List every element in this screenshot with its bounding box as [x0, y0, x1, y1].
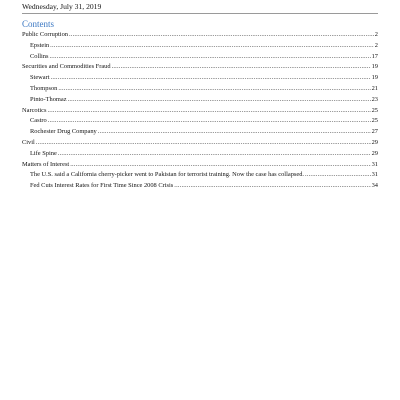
- toc-dot-leader: [174, 182, 370, 190]
- toc-dot-leader: [48, 117, 371, 125]
- toc-entry-title: Stewart: [30, 74, 50, 82]
- toc-dot-leader: [49, 53, 370, 61]
- toc-entry-title: Matters of Interest: [22, 160, 70, 168]
- toc-dot-leader: [98, 128, 371, 136]
- toc-dot-leader: [68, 96, 371, 104]
- toc-page-number: 27: [371, 128, 378, 136]
- contents-heading: Contents: [22, 19, 55, 29]
- toc-dot-leader: [36, 139, 371, 147]
- toc-page-number: 2: [374, 41, 378, 49]
- toc-dot-leader: [70, 161, 370, 169]
- toc-page-number: 19: [371, 63, 378, 71]
- toc-dot-leader: [305, 171, 371, 179]
- toc-subsection-entry[interactable]: [22, 96, 378, 107]
- toc-subsection-entry[interactable]: [22, 42, 378, 53]
- toc-subsection-entry[interactable]: [22, 53, 378, 64]
- toc-entry-title: Public Corruption: [22, 31, 68, 38]
- document-date: Wednesday, July 31, 2019: [22, 2, 102, 11]
- toc-dot-leader: [112, 63, 371, 71]
- toc-entry-title: Securities and Commodities Fraud: [22, 63, 111, 71]
- toc-page-number: 31: [371, 171, 378, 179]
- toc-page-number: 19: [371, 74, 378, 82]
- toc-subsection-entry[interactable]: [22, 171, 378, 182]
- toc-section-entry[interactable]: [22, 63, 378, 74]
- toc-page-number: 34: [371, 182, 378, 190]
- toc-page-number: 31: [371, 160, 378, 168]
- toc-dot-leader: [50, 42, 374, 50]
- toc-entry-title: The U.S. said a California cherry-picker went to Pakistan for terrorist training. Now the case has collapsed.: [30, 171, 305, 179]
- toc-subsection-entry[interactable]: [22, 150, 378, 161]
- toc-subsection-entry[interactable]: [22, 74, 378, 85]
- toc-page-number: 2: [374, 31, 378, 38]
- document-page: [22, 0, 378, 193]
- toc-dot-leader: [58, 150, 371, 158]
- toc-dot-leader: [58, 85, 370, 93]
- toc-entry-title: Narcotics: [22, 106, 47, 114]
- toc-section-entry[interactable]: [22, 161, 378, 172]
- toc-section-entry[interactable]: [22, 31, 378, 42]
- table-of-contents: [22, 31, 378, 193]
- toc-entry-title: Rochester Drug Company: [30, 128, 97, 136]
- toc-entry-title: Fed Cuts Interest Rates for First Time Since 2008 Crisis: [30, 182, 174, 190]
- toc-dot-leader: [48, 107, 371, 115]
- toc-subsection-entry[interactable]: [22, 182, 378, 193]
- toc-entry-title: Life Spine: [30, 149, 57, 157]
- toc-subsection-entry[interactable]: [22, 128, 378, 139]
- toc-entry-title: Thompson: [30, 84, 58, 92]
- toc-entry-title: Epstein: [30, 41, 50, 49]
- toc-page-number: 25: [371, 106, 378, 114]
- toc-section-entry[interactable]: [22, 107, 378, 118]
- toc-subsection-entry[interactable]: [22, 117, 378, 128]
- header-divider: [22, 13, 378, 14]
- toc-subsection-entry[interactable]: [22, 85, 378, 96]
- toc-entry-title: Collins: [30, 52, 49, 60]
- toc-page-number: 29: [371, 149, 378, 157]
- toc-section-entry[interactable]: [22, 139, 378, 150]
- toc-page-number: 23: [371, 95, 378, 103]
- toc-dot-leader: [51, 74, 371, 82]
- toc-entry-title: Castro: [30, 117, 47, 125]
- toc-page-number: 25: [371, 117, 378, 125]
- toc-page-number: 21: [371, 84, 378, 92]
- toc-page-number: 29: [371, 138, 378, 146]
- toc-dot-leader: [69, 31, 374, 39]
- toc-entry-title: Pinto-Thomaz: [30, 95, 67, 103]
- toc-page-number: 17: [371, 52, 378, 60]
- toc-entry-title: Civil: [22, 138, 35, 146]
